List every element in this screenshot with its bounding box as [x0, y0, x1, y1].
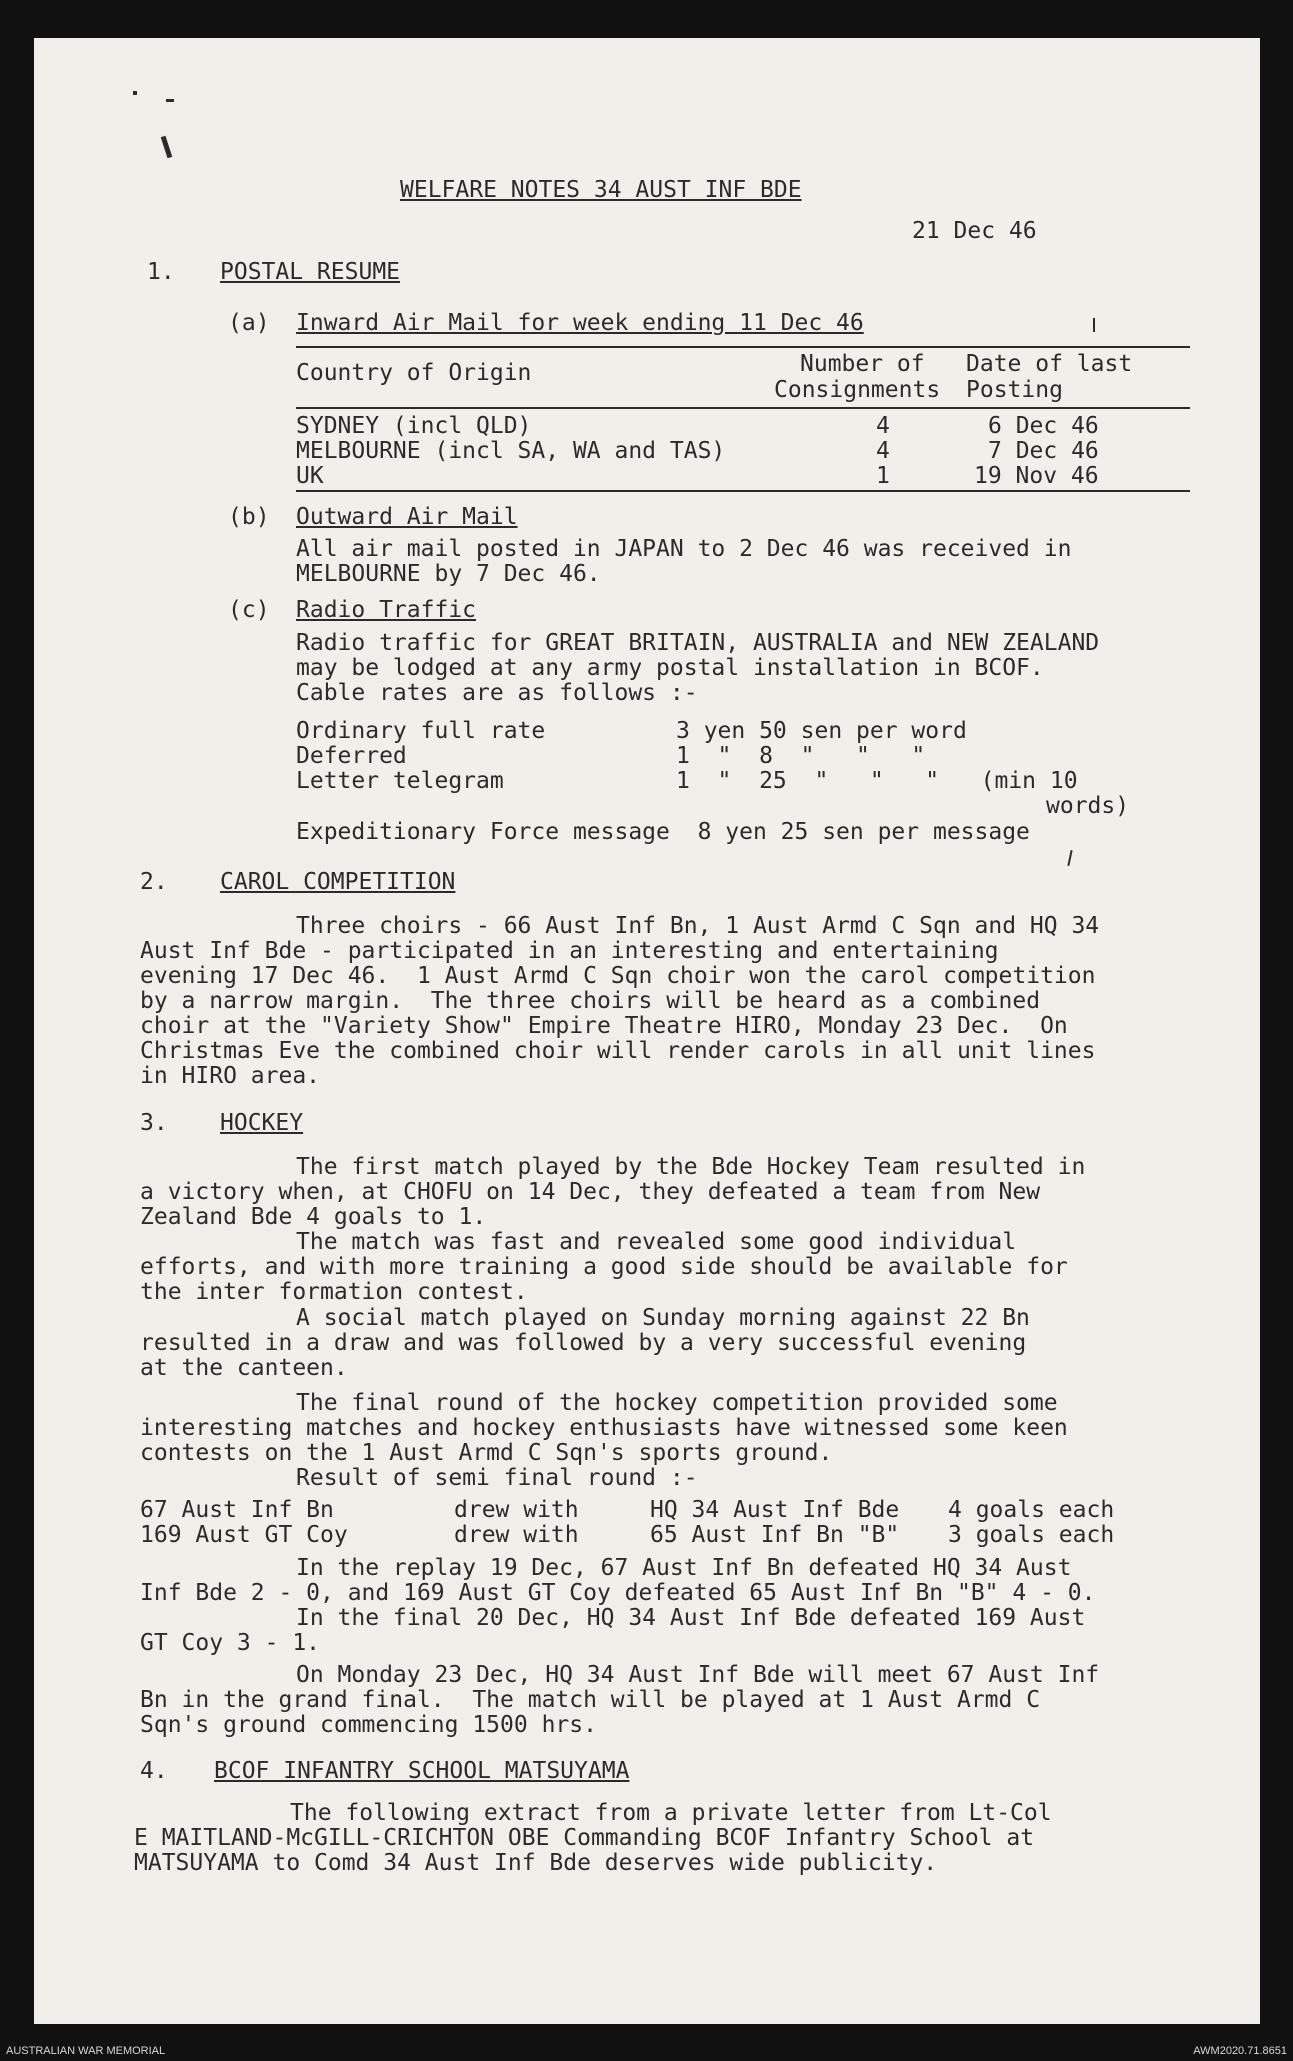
section-2-number: 2. — [140, 869, 168, 895]
body-line: interesting matches and hockey enthusiasts have witnessed some keen — [140, 1415, 1068, 1441]
body-line: In the final 20 Dec, HQ 34 Aust Inf Bde defeated 169 Aust — [296, 1605, 1086, 1631]
subsection-b-label: (b) — [228, 504, 270, 530]
body-line: contests on the 1 Aust Armd C Sqn's sports ground. — [140, 1440, 833, 1466]
result-outcome: drew with — [454, 1497, 579, 1523]
body-line: MATSUYAMA to Comd 34 Aust Inf Bde deserves wide publicity. — [134, 1850, 938, 1876]
section-4-number: 4. — [140, 1758, 168, 1784]
table-row-date: 7 Dec 46 — [988, 438, 1099, 464]
body-line: Result of semi final round :- — [296, 1465, 698, 1491]
section-1-heading: POSTAL RESUME — [220, 259, 401, 285]
rate-value: 1 " 25 " " " (min 10 — [676, 768, 1078, 794]
punch-mark — [166, 99, 174, 102]
body-line: efforts, and with more training a good side should be available for — [140, 1254, 1068, 1280]
tick-mark — [1093, 318, 1095, 332]
rate-value: 3 yen 50 sen per word — [676, 718, 967, 744]
body-line: Cable rates are as follows :- — [296, 680, 698, 706]
result-team-2: 65 Aust Inf Bn "B" — [650, 1522, 900, 1548]
body-line: at the canteen. — [140, 1355, 348, 1381]
section-3-heading: HOCKEY — [220, 1110, 304, 1136]
result-team-2: HQ 34 Aust Inf Bde — [650, 1497, 900, 1523]
body-line: Zealand Bde 4 goals to 1. — [140, 1204, 487, 1230]
section-3-number: 3. — [140, 1110, 168, 1136]
result-team-1: 67 Aust Inf Bn — [140, 1497, 334, 1523]
document-date: 21 Dec 46 — [912, 218, 1037, 244]
rate-value: 1 " 8 " " " — [676, 743, 926, 769]
result-team-1: 169 Aust GT Coy — [140, 1522, 348, 1548]
table-row-number: 1 — [876, 463, 890, 489]
archive-footer — [0, 2041, 1293, 2061]
body-line: MELBOURNE by 7 Dec 46. — [296, 561, 601, 587]
footer-institution: AUSTRALIAN WAR MEMORIAL — [6, 2045, 166, 2057]
body-line: in HIRO area. — [140, 1063, 321, 1089]
subsection-c-heading: Radio Traffic — [296, 597, 477, 623]
body-line: A social match played on Sunday morning against 22 Bn — [296, 1305, 1030, 1331]
subsection-b-heading: Outward Air Mail — [296, 504, 518, 530]
body-line: Three choirs - 66 Aust Inf Bn, 1 Aust Armd C Sqn and HQ 34 — [296, 913, 1100, 939]
body-line: evening 17 Dec 46. 1 Aust Armd C Sqn choir won the carol competition — [140, 963, 1096, 989]
table-top-rule — [296, 346, 1190, 348]
section-4-heading: BCOF INFANTRY SCHOOL MATSUYAMA — [214, 1758, 630, 1784]
body-line: On Monday 23 Dec, HQ 34 Aust Inf Bde will meet 67 Aust Inf — [296, 1662, 1100, 1688]
table-row-number: 4 — [876, 438, 890, 464]
rate-name: Ordinary full rate — [296, 718, 546, 744]
body-line: Inf Bde 2 - 0, and 169 Aust GT Coy defeated 65 Aust Inf Bn "B" 4 - 0. — [140, 1580, 1096, 1606]
body-line: a victory when, at CHOFU on 14 Dec, they defeated a team from New — [140, 1179, 1041, 1205]
subsection-a-heading: Inward Air Mail for week ending 11 Dec 46 — [296, 310, 864, 336]
table-row-date: 19 Nov 46 — [974, 463, 1099, 489]
section-1-number: 1. — [147, 259, 175, 285]
column-header-date-1: Date of last — [966, 351, 1133, 377]
body-line: Radio traffic for GREAT BRITAIN, AUSTRALIA and NEW ZEALAND — [296, 630, 1100, 656]
body-line: All air mail posted in JAPAN to 2 Dec 46 was received in — [296, 536, 1072, 562]
punch-mark — [161, 136, 173, 158]
table-row-country: UK — [296, 463, 324, 489]
body-line: may be lodged at any army postal installation in BCOF. — [296, 655, 1044, 681]
body-line: The following extract from a private letter from Lt-Col — [290, 1800, 1052, 1826]
body-line: In the replay 19 Dec, 67 Aust Inf Bn defeated HQ 34 Aust — [296, 1555, 1072, 1581]
column-header-number-2: Consignments — [774, 377, 941, 403]
column-header-country: Country of Origin — [296, 360, 532, 386]
body-line: The first match played by the Bde Hockey Team resulted in — [296, 1154, 1086, 1180]
column-header-number-1: Number of — [800, 351, 925, 377]
body-line: The match was fast and revealed some good individual — [296, 1229, 1017, 1255]
rate-name: Deferred — [296, 743, 407, 769]
table-row-date: 6 Dec 46 — [988, 413, 1099, 439]
table-bottom-rule — [296, 490, 1190, 492]
section-2-heading: CAROL COMPETITION — [220, 869, 456, 895]
column-header-date-2: Posting — [966, 377, 1063, 403]
subsection-a-label: (a) — [228, 310, 270, 336]
subsection-c-label: (c) — [228, 597, 270, 623]
punch-mark — [133, 91, 137, 95]
body-line: choir at the "Variety Show" Empire Theatre HIRO, Monday 23 Dec. On — [140, 1013, 1068, 1039]
document-page — [34, 38, 1260, 2024]
body-line: resulted in a draw and was followed by a very successful evening — [140, 1330, 1027, 1356]
body-line: Christmas Eve the combined choir will render carols in all unit lines — [140, 1038, 1096, 1064]
document-title: WELFARE NOTES 34 AUST INF BDE — [400, 177, 802, 203]
result-outcome: drew with — [454, 1522, 579, 1548]
body-line: Bn in the grand final. The match will be played at 1 Aust Armd C — [140, 1687, 1041, 1713]
body-line: The final round of the hockey competition provided some — [296, 1390, 1058, 1416]
body-line: Expeditionary Force message 8 yen 25 sen per message — [296, 819, 1030, 845]
table-row-country: SYDNEY (incl QLD) — [296, 413, 532, 439]
result-score: 3 goals each — [948, 1522, 1115, 1548]
body-line: E MAITLAND-McGILL-CRICHTON OBE Commanding BCOF Infantry School at — [134, 1825, 1035, 1851]
result-score: 4 goals each — [948, 1497, 1115, 1523]
table-header-rule — [296, 407, 1190, 409]
table-row-number: 4 — [876, 413, 890, 439]
body-line: Sqn's ground commencing 1500 hrs. — [140, 1712, 597, 1738]
body-line: Aust Inf Bde - participated in an interesting and entertaining — [140, 938, 999, 964]
rate-name: Letter telegram — [296, 768, 504, 794]
rate-note: words) — [1046, 793, 1130, 819]
body-line: GT Coy 3 - 1. — [140, 1630, 321, 1656]
body-line: the inter formation contest. — [140, 1279, 528, 1305]
table-row-country: MELBOURNE (incl SA, WA and TAS) — [296, 438, 726, 464]
footer-accession-number: AWM2020.71.8651 — [1193, 2045, 1287, 2057]
body-line: by a narrow margin. The three choirs will be heard as a combined — [140, 988, 1041, 1014]
tick-mark — [1067, 850, 1072, 866]
